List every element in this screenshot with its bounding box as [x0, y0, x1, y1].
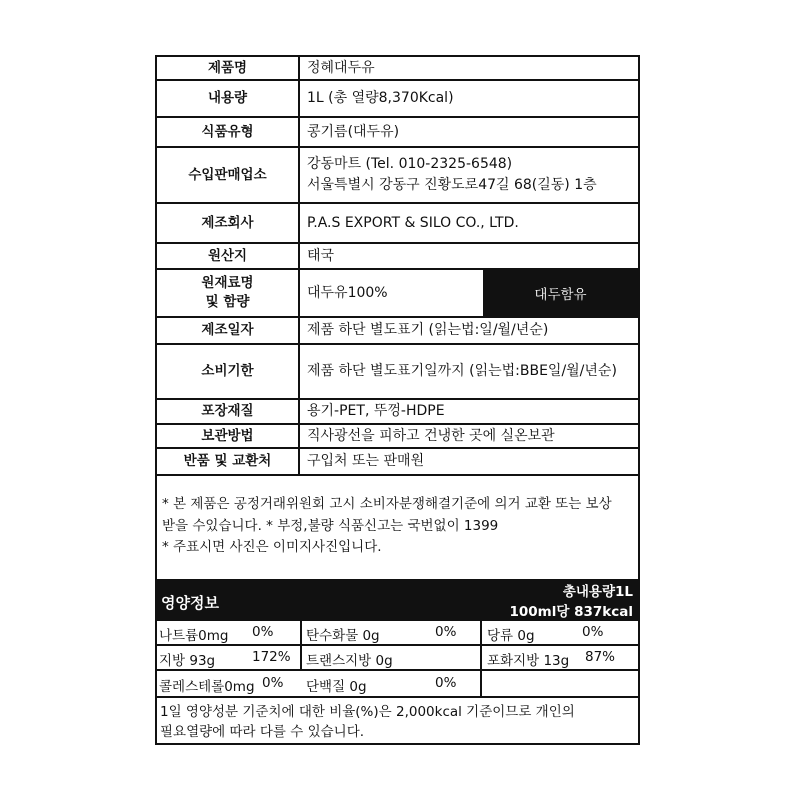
nutrient-sodium: 나트륨0mg: [159, 628, 229, 644]
row-food-type: [157, 118, 638, 148]
grid-line: [157, 669, 638, 671]
header-ingredients-line1: 원재료명: [201, 275, 254, 291]
importer-address: 서울특별시 강동구 진황도로47길 68(길동) 1층: [307, 177, 597, 193]
row-manufacture-date: [157, 318, 638, 345]
nutrient-cholesterol-pct: 0%: [262, 675, 284, 691]
value-expiry: 제품 하단 별도표기일까지 (읽는법:BBE일/월/년순): [307, 363, 617, 379]
nutrient-trans-fat: 트랜스지방 0g: [306, 653, 393, 669]
nutrition-total-volume: 총내용량1L: [562, 584, 633, 600]
grid-line: [300, 621, 302, 669]
nutrient-fat: 지방 93g: [159, 653, 216, 669]
header-expiry: 소비기한: [157, 345, 300, 398]
nutrient-saturated-fat: 포화지방 13g: [487, 653, 570, 669]
nutrient-sodium-pct: 0%: [252, 624, 274, 640]
row-storage: [157, 425, 638, 449]
value-manufacture-date: 제품 하단 별도표기 (읽는법:일/월/년순): [307, 322, 549, 338]
value-ingredients: 대두유100%: [307, 284, 388, 301]
value-importer: [307, 148, 638, 202]
footnote-line: 1일 영양성분 기준치에 대한 비율(%)은 2,000kcal 기준이므로 개인의: [160, 704, 575, 720]
nutrition-title: 영양정보: [161, 594, 219, 612]
grid-line: [157, 696, 638, 698]
value-manufacturer: P.A.S EXPORT & SILO CO., LTD.: [307, 214, 519, 231]
grid-line: [157, 644, 638, 646]
value-packaging: 용기-PET, 뚜껑-HDPE: [307, 403, 445, 419]
importer-contact: 강동마트 (Tel. 010-2325-6548): [307, 156, 513, 172]
value-origin: 태국: [307, 247, 335, 264]
notice-line: * 본 제품은 공정거래위원회 고시 소비자분쟁해결기준에 의거 교환 또는 보상: [162, 496, 612, 512]
value-product-name: 정혜대두유: [307, 59, 375, 76]
value-return: 구입처 또는 판매원: [307, 453, 425, 469]
footnote-line: 필요열량에 따라 다를 수 있습니다.: [160, 724, 365, 740]
value-food-type: 콩기름(대두유): [307, 123, 400, 140]
row-content-volume: [157, 81, 638, 118]
nutrient-sugars: 당류 0g: [487, 628, 535, 644]
row-importer: [157, 148, 638, 204]
header-origin: 원산지: [157, 244, 300, 268]
header-manufacturer: 제조회사: [157, 204, 300, 242]
notice-text: [162, 494, 634, 559]
header-importer: 수입판매업소: [157, 148, 300, 202]
header-storage: 보관방법: [157, 425, 300, 447]
allergen-tag: 대두함유: [483, 270, 638, 316]
header-food-type: 식품유형: [157, 118, 300, 146]
header-content-volume: 내용량: [157, 81, 300, 116]
header-product-name: 제품명: [157, 57, 300, 79]
nutrient-protein-pct: 0%: [435, 675, 457, 691]
nutrient-cholesterol: 콜레스테롤0mg: [159, 679, 255, 695]
header-ingredients-line2: 및 함량: [205, 294, 250, 310]
notice-line: * 주표시면 사진은 이미지사진입니다.: [162, 539, 382, 555]
row-packaging: [157, 400, 638, 425]
row-manufacturer: [157, 204, 638, 244]
nutrition-header: [157, 579, 638, 621]
grid-line: [480, 621, 482, 696]
row-return: [157, 449, 638, 476]
header-ingredients: [157, 270, 300, 316]
nutrient-carbohydrate-pct: 0%: [435, 624, 457, 640]
nutrient-sugars-pct: 0%: [582, 624, 604, 640]
nutrient-fat-pct: 172%: [252, 649, 291, 665]
product-info-label: [155, 55, 640, 745]
header-manufacture-date: 제조일자: [157, 318, 300, 343]
nutrient-saturated-fat-pct: 87%: [585, 649, 616, 665]
row-origin: [157, 244, 638, 270]
value-storage: 직사광선을 피하고 건냉한 곳에 실온보관: [307, 427, 555, 444]
value-content-volume: 1L (총 열량8,370Kcal): [307, 90, 454, 106]
row-product-name: [157, 57, 638, 81]
row-ingredients: [157, 270, 638, 318]
header-return: 반품 및 교환처: [157, 449, 300, 474]
row-expiry: [157, 345, 638, 400]
nutrition-per-serving: 100ml당 837kcal: [509, 604, 633, 620]
notice-line: 받을 수있습니다. * 부정,불량 식품신고는 국번없이 1399: [162, 517, 499, 534]
nutrient-carbohydrate: 탄수화물 0g: [306, 628, 380, 644]
nutrition-footnote: [160, 702, 575, 742]
nutrient-protein: 단백질 0g: [306, 679, 367, 695]
header-packaging: 포장재질: [157, 400, 300, 423]
